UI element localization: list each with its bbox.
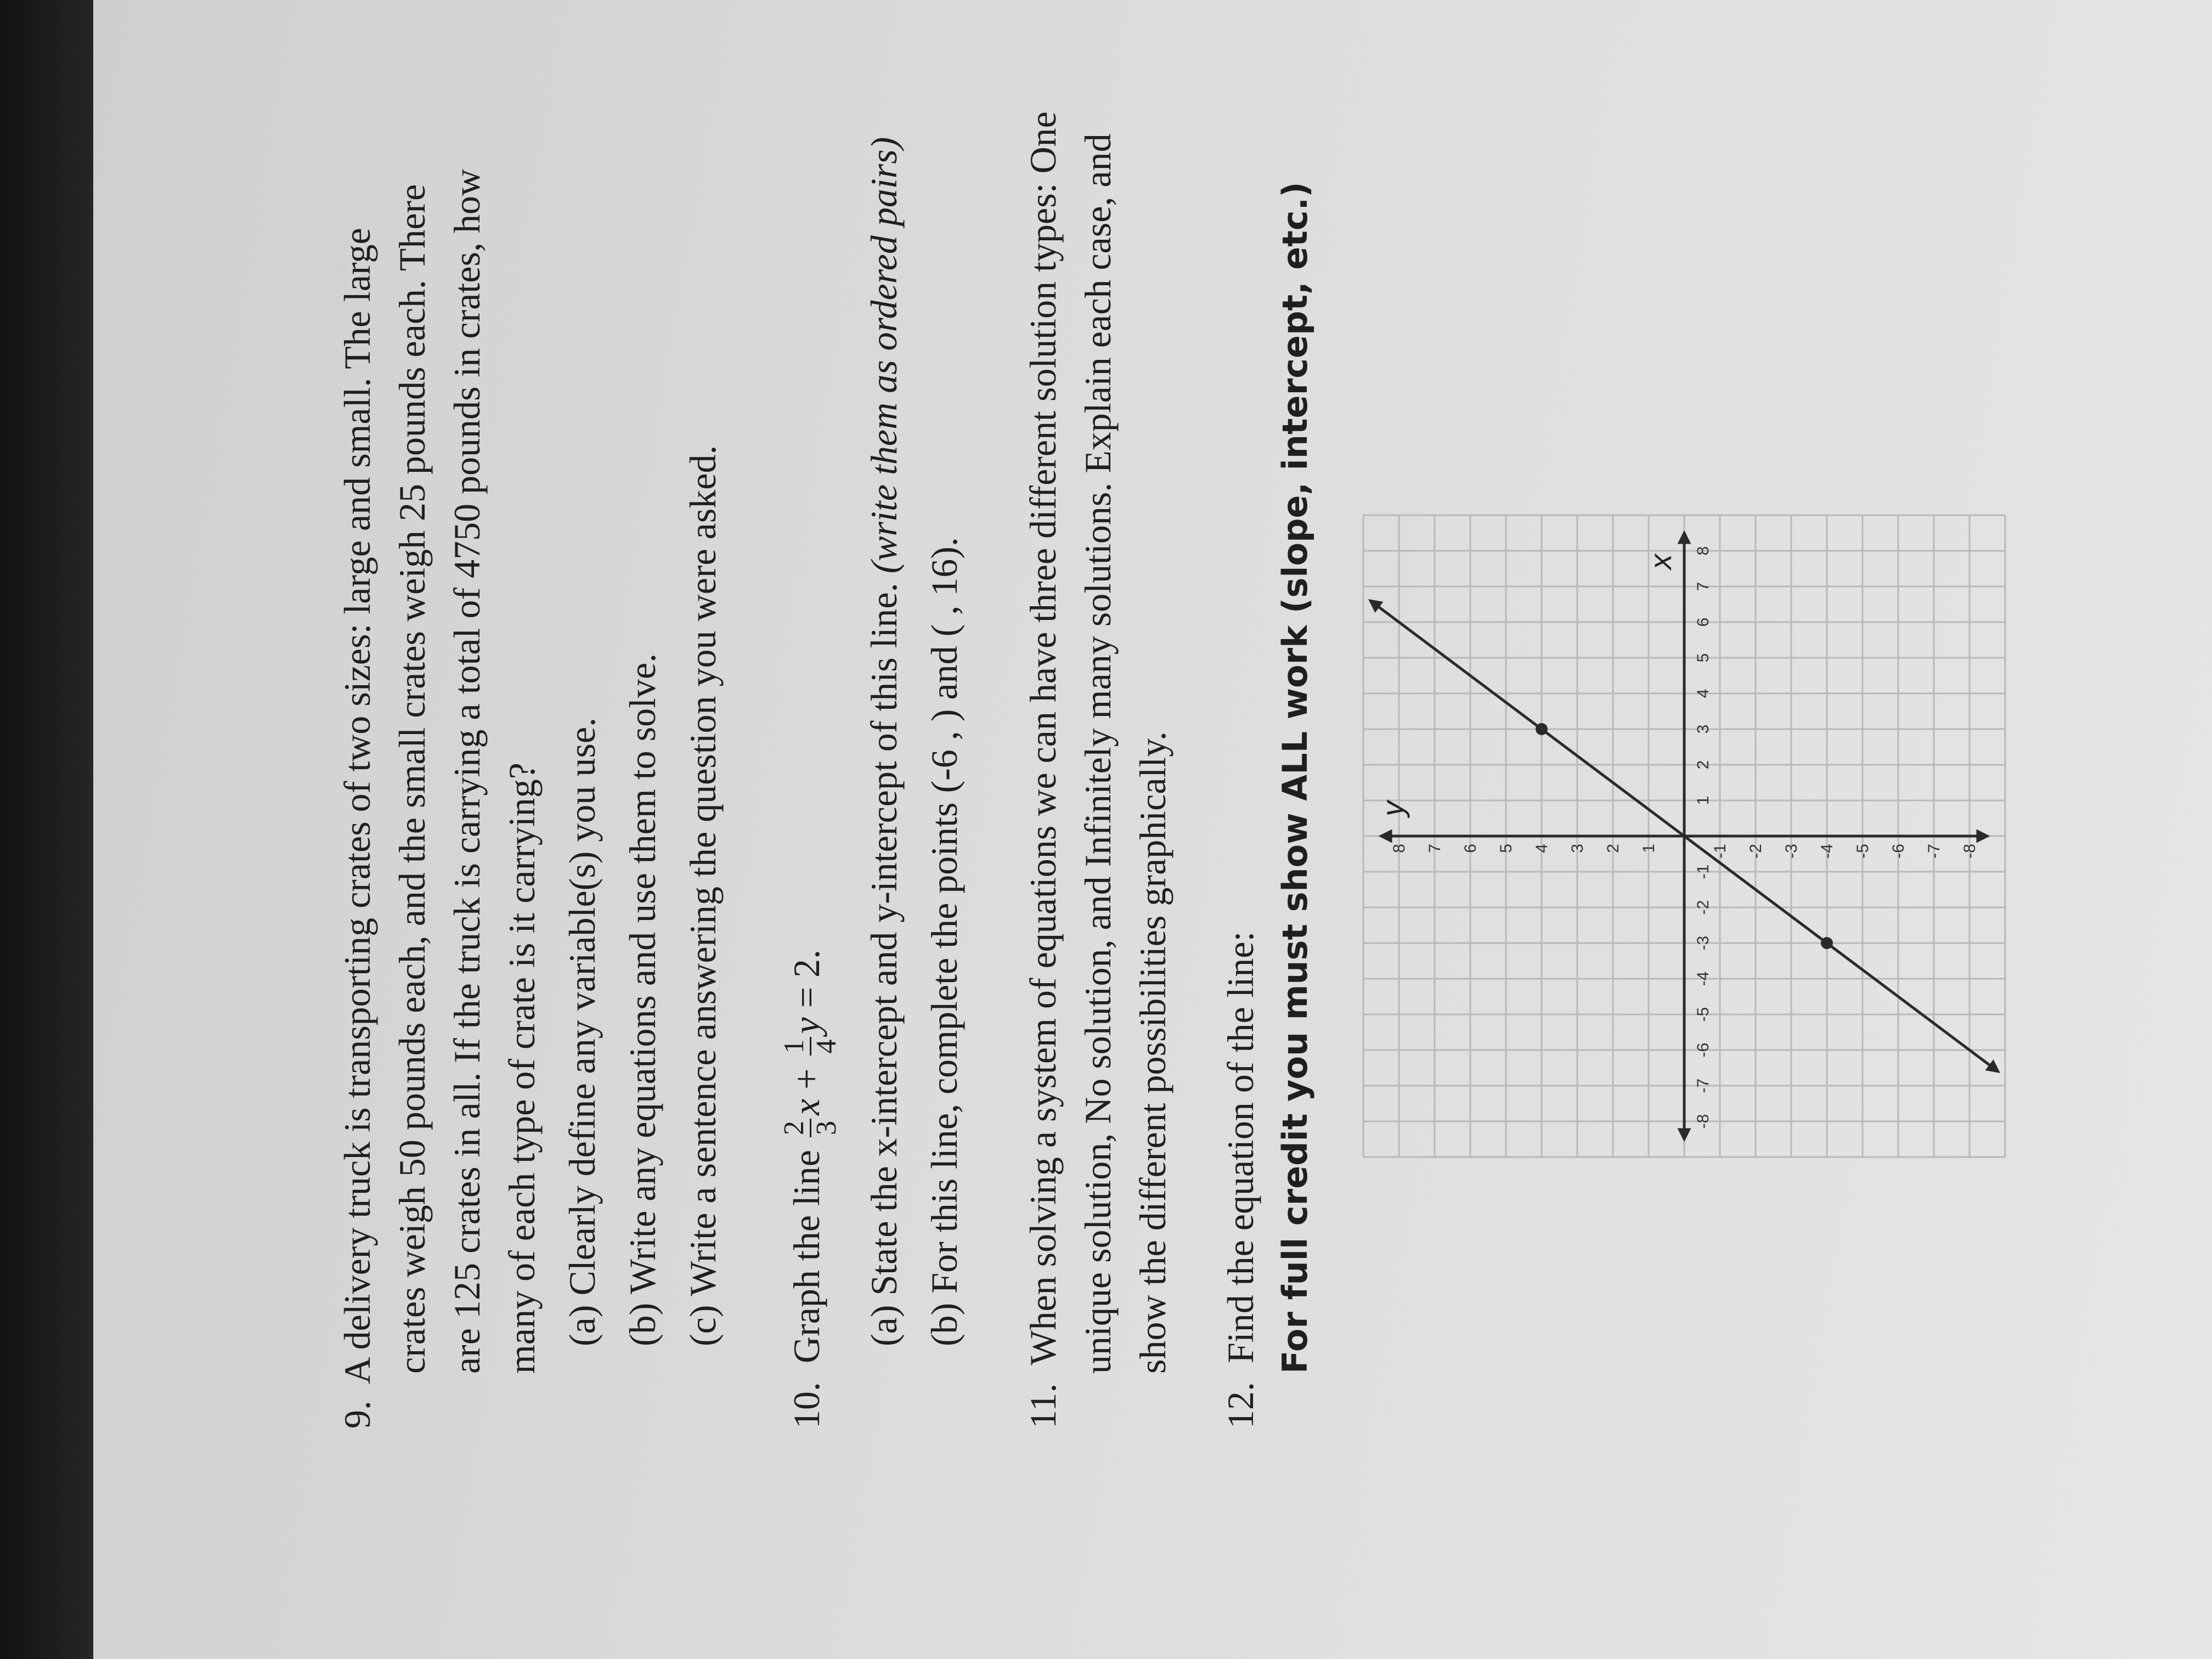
y-tick-label: -8 <box>1961 844 1979 859</box>
plotted-point <box>1821 937 1833 949</box>
problem-9c: (c) Write a sentence answering the question you were asked. <box>682 445 724 1346</box>
x-tick-label: -4 <box>1694 971 1712 986</box>
fraction-one-fourth: 1 4 <box>779 1037 842 1056</box>
y-tick-label: -2 <box>1747 844 1765 859</box>
y-axis-label: y <box>1375 801 1410 816</box>
problem-9a: (a) Clearly define any variable(s) you use. <box>561 717 603 1346</box>
x-tick-label: 7 <box>1694 582 1712 591</box>
problem-9-line-2: crates weigh 50 pounds each, and the small crates weigh 25 pounds each. There <box>391 184 433 1374</box>
y-tick-label: -5 <box>1854 844 1872 859</box>
y-tick-label: -6 <box>1889 844 1908 859</box>
problem-9-text-1: A delivery truck is transporting crates of two sizes: large and small. The large <box>336 228 378 1384</box>
problem-9b: (b) Write any equations and use them to solve. <box>622 653 663 1346</box>
x-tick-label: 6 <box>1694 617 1712 627</box>
y-tick-label: 4 <box>1533 844 1551 853</box>
plotted-point <box>1536 723 1548 735</box>
x-tick-label: 4 <box>1694 689 1712 698</box>
problem-10-line: 10. Graph the line 2 3 x + 1 4 y = 2. <box>778 949 842 1429</box>
y-tick-label: 1 <box>1640 844 1658 853</box>
photo-background <box>0 0 93 1659</box>
problem-9-line-1 <box>335 228 380 1429</box>
x-tick-label: 8 <box>1694 546 1712 556</box>
problem-10-text: Graph the line <box>786 1150 828 1363</box>
y-tick-label: -4 <box>1818 844 1836 859</box>
y-tick-label: -3 <box>1782 844 1801 859</box>
worksheet-content <box>93 0 2212 1659</box>
x-tick-label: 3 <box>1694 724 1712 734</box>
y-tick-label: -7 <box>1925 844 1943 859</box>
x-tick-label: -8 <box>1694 1114 1712 1129</box>
y-tick-label: 8 <box>1390 844 1408 853</box>
x-tick-label: 2 <box>1694 760 1712 770</box>
problem-11-line-3: show the different possibilities graphically. <box>1132 731 1173 1374</box>
problem-12-line-1: 12. Find the equation of the line: <box>1220 931 1261 1429</box>
x-tick-label: -3 <box>1694 935 1712 951</box>
problem-11-line-2: unique solution, No solution, and Infinitely many solutions. Explain each case, and <box>1077 133 1119 1374</box>
x-tick-label: -2 <box>1694 900 1712 915</box>
problem-10b: (b) For this line, complete the points (-6 , ) and ( , 16). <box>923 537 965 1346</box>
problem-11-line-1: 11. When solving a system of equations we can have three different solution types: One <box>1022 111 1064 1429</box>
problem-9-line-4: many of each type of crate is it carrying? <box>501 763 543 1374</box>
y-tick-label: 2 <box>1604 844 1622 853</box>
problem-12-instruction: For full credit you must show ALL work (slope, intercept, etc.) <box>1275 182 1315 1374</box>
x-axis-label: x <box>1643 554 1678 569</box>
problem-11-number: 11. <box>1022 1383 1064 1429</box>
x-tick-label: 1 <box>1694 795 1712 805</box>
x-tick-label: -5 <box>1694 1007 1712 1022</box>
problem-10a: (a) State the x-intercept and y-intercept of this line. (write them as ordered pairs) <box>863 137 905 1346</box>
problem-12-number: 12. <box>1220 1382 1261 1429</box>
x-tick-label: -7 <box>1694 1078 1712 1093</box>
problem-10-number: 10. <box>786 1382 828 1429</box>
problem-9-line-3: are 125 crates in all. If the truck is carrying a total of 4750 pounds in crates, how <box>446 168 488 1374</box>
y-tick-label: 7 <box>1426 844 1444 853</box>
x-tick-label: -1 <box>1694 864 1712 879</box>
y-tick-label: 6 <box>1462 844 1480 853</box>
coordinate-graph <box>1344 496 2024 1176</box>
x-tick-label: 5 <box>1694 653 1712 663</box>
problem-9-number: 9. <box>336 1401 378 1429</box>
y-tick-label: 3 <box>1568 844 1587 853</box>
worksheet-paper <box>93 0 2212 1659</box>
x-tick-label: -6 <box>1694 1042 1712 1058</box>
y-tick-label: -1 <box>1711 844 1729 859</box>
y-tick-label: 5 <box>1497 844 1515 853</box>
fraction-two-thirds: 2 3 <box>779 1119 842 1137</box>
